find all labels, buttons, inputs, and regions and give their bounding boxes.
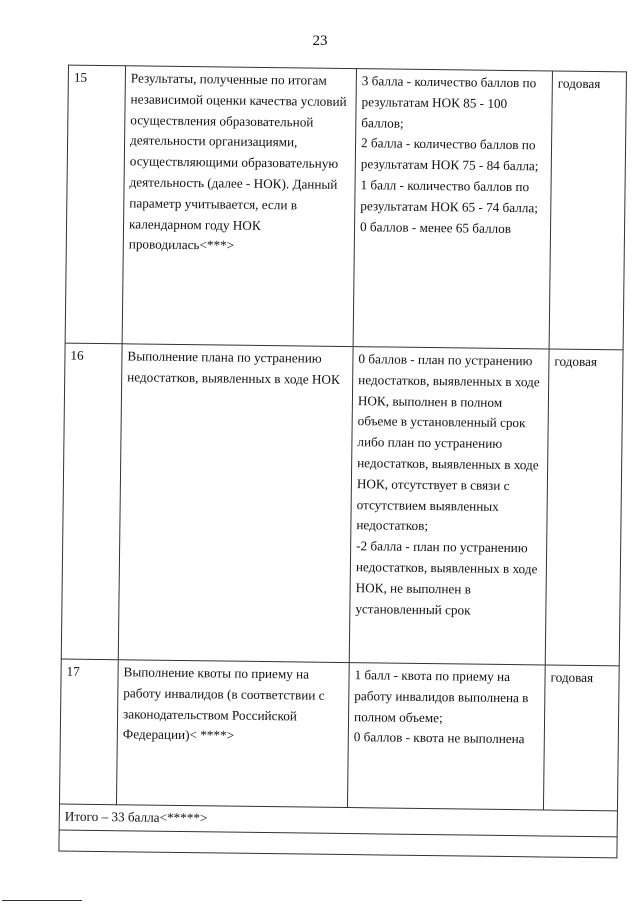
score-cell bbox=[349, 347, 549, 665]
parameter-cell: Выполнение плана по устранению недостатков, выявленных в ходе НОК bbox=[118, 344, 353, 663]
score-item: 0 баллов - план по устранению недостатков, выявленных в ходе НОК, выполнен в полном объеме в установленный срок либо план по устранению недостатков, выявленных в ходе НОК, отсутствует в связи с отсутствием выявленных недостатков; bbox=[356, 351, 540, 534]
row-number: 15 bbox=[65, 65, 125, 344]
period-cell: годовая bbox=[543, 665, 619, 811]
score-item: 1 балл - количество баллов по результатам НОК 65 - 74 балла; bbox=[360, 177, 539, 216]
parameter-cell: Выполнение квоты по приему на работу инвалидов (в соответствии с законодательством Российской Федерации)< ****> bbox=[116, 660, 349, 808]
period-cell: годовая bbox=[545, 349, 623, 666]
score-cell bbox=[347, 663, 545, 810]
page-number: 23 bbox=[312, 33, 328, 49]
period-cell: годовая bbox=[549, 71, 626, 350]
score-item: 1 балл - квота по приему на работу инвалидов выполнена в полном объеме; bbox=[353, 667, 529, 725]
row-number: 16 bbox=[61, 343, 122, 660]
score-item: 0 баллов - квота не выполнена bbox=[353, 729, 525, 747]
score-item: -2 балла - план по устранению недостатков, выявленных в ходе НОК, не выполнен в установленный срок bbox=[355, 538, 538, 618]
table-row bbox=[65, 65, 626, 350]
parameter-cell: Результаты, полученные по итогам независимой оценки качества условий осуществления образовательной деятельности организациями, осуществляющими образовательную деятельность (далее - НОК). Данный параметр учитывается, если в календарном году НОК проводилась<***> bbox=[122, 66, 356, 347]
row-number: 17 bbox=[59, 659, 118, 805]
criteria-table bbox=[58, 65, 627, 859]
footnote-divider bbox=[2, 900, 82, 901]
score-item: 2 балла - количество баллов по результатам НОК 75 - 84 балла; bbox=[360, 135, 539, 174]
score-item: 0 баллов - менее 65 баллов bbox=[359, 218, 512, 236]
table-row bbox=[61, 343, 623, 666]
score-item: 3 балла - количество баллов по результатам НОК 85 - 100 баллов; bbox=[361, 73, 537, 131]
score-cell bbox=[353, 69, 552, 349]
table-row bbox=[59, 659, 619, 811]
total-cell: Итого – 33 балла<*****> bbox=[59, 804, 617, 837]
